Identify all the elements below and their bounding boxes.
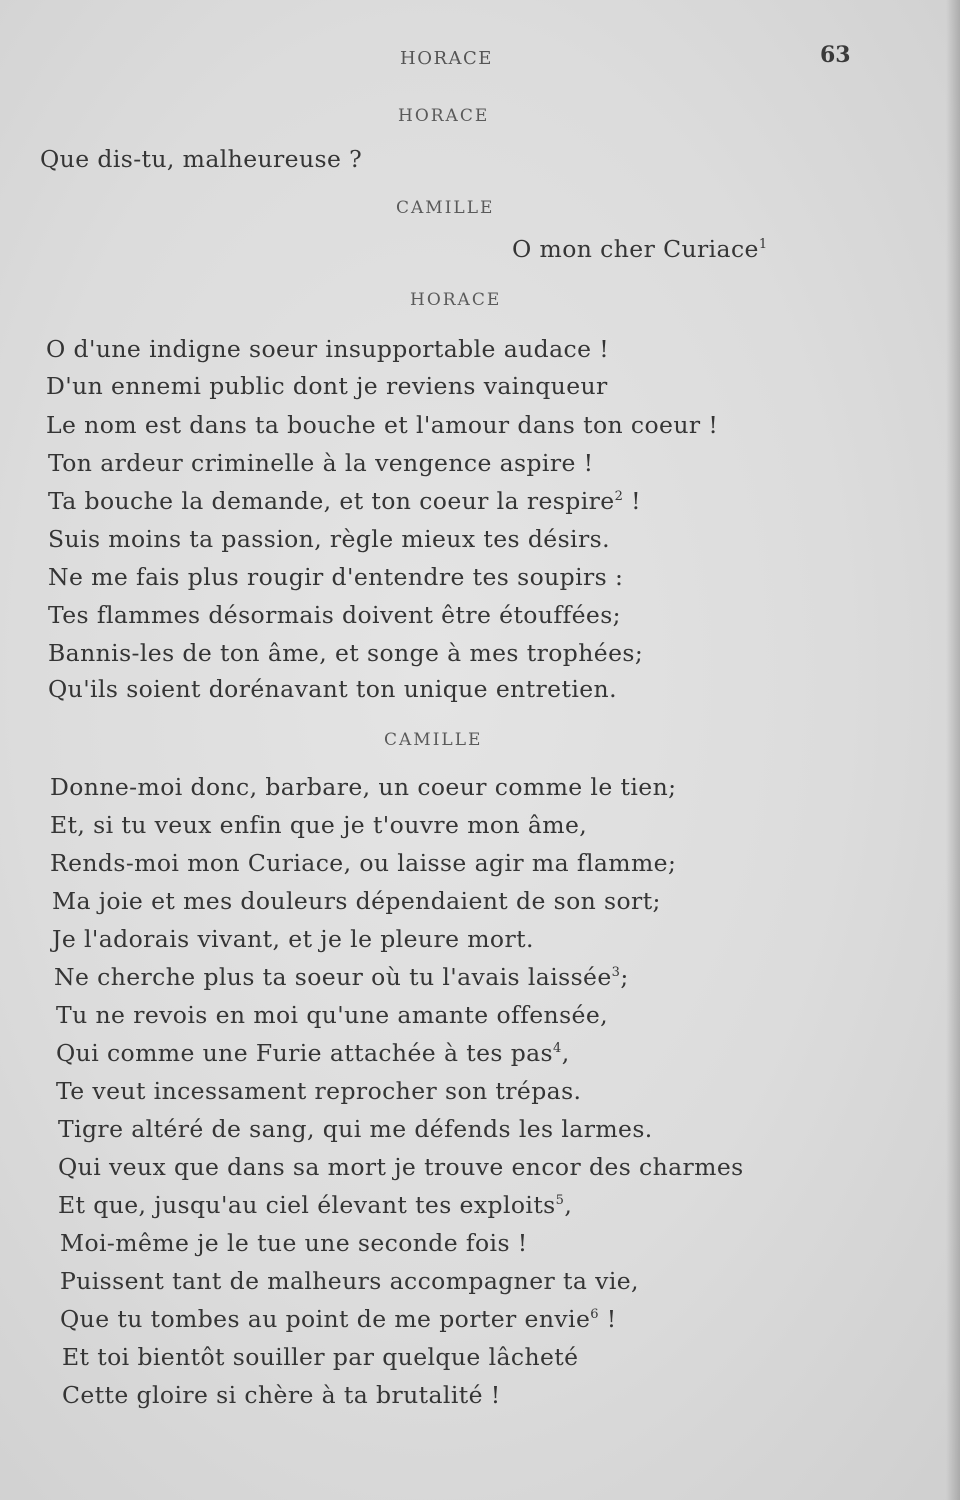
verse-punctuation: ! bbox=[623, 487, 641, 515]
verse-line: Moi-même je le tue une seconde fois ! bbox=[60, 1229, 528, 1257]
verse-line bbox=[56, 1039, 570, 1067]
verse-line: Et, si tu veux enfin que je t'ouvre mon âme, bbox=[50, 811, 588, 839]
verse-text: Ne cherche plus ta soeur où tu l'avais laissée bbox=[54, 963, 612, 991]
footnote-marker: 3 bbox=[611, 965, 621, 981]
verse-line: Je l'adorais vivant, et je le pleure mort. bbox=[52, 925, 534, 953]
verse-line: Que dis-tu, malheureuse ? bbox=[40, 145, 363, 173]
verse-text: Ta bouche la demande, et ton coeur la respire bbox=[48, 487, 615, 515]
footnote-marker: 1 bbox=[758, 237, 768, 253]
verse-line: Tigre altéré de sang, qui me défends les larmes. bbox=[58, 1115, 653, 1143]
verse-line: Donne-moi donc, barbare, un coeur comme le tien; bbox=[50, 773, 677, 801]
verse-punctuation: ! bbox=[598, 1305, 617, 1333]
verse-line: Qu'ils soient dorénavant ton unique entretien. bbox=[48, 675, 617, 703]
verse-line bbox=[54, 963, 629, 991]
verse-line: Ton ardeur criminelle à la vengence aspire ! bbox=[48, 449, 594, 477]
verse-line: Rends-moi mon Curiace, ou laisse agir ma flamme; bbox=[50, 849, 677, 877]
verse-line: Et toi bientôt souiller par quelque lâcheté bbox=[62, 1343, 579, 1371]
verse-text: Et que, jusqu'au ciel élevant tes exploits bbox=[58, 1191, 556, 1219]
verse-line: D'un ennemi public dont je reviens vainqueur bbox=[46, 372, 608, 400]
running-title: HORACE bbox=[400, 48, 493, 69]
verse-text: Que tu tombes au point de me porter envie bbox=[60, 1305, 591, 1333]
verse-punctuation: ; bbox=[620, 963, 629, 991]
verse-text: Qui comme une Furie attachée à tes pas bbox=[56, 1039, 554, 1067]
page-number: 63 bbox=[820, 42, 851, 68]
verse-line: Bannis-les de ton âme, et songe à mes trophées; bbox=[48, 639, 644, 667]
verse-punctuation: , bbox=[561, 1039, 570, 1067]
verse-line bbox=[512, 235, 768, 263]
verse-line: Qui veux que dans sa mort je trouve encor des charmes bbox=[58, 1153, 744, 1181]
footnote-marker: 6 bbox=[590, 1307, 599, 1323]
speaker-name: HORACE bbox=[410, 290, 502, 310]
verse-line: Ma joie et mes douleurs dépendaient de son sort; bbox=[52, 887, 661, 915]
verse-line bbox=[60, 1305, 617, 1333]
verse-line: Tu ne revois en moi qu'une amante offensée, bbox=[56, 1001, 609, 1029]
speaker-name: CAMILLE bbox=[396, 198, 495, 218]
verse-text: O mon cher Curiace bbox=[512, 235, 759, 263]
verse-line: Le nom est dans ta bouche et l'amour dans ton coeur ! bbox=[46, 411, 719, 439]
footnote-marker: 5 bbox=[555, 1193, 565, 1209]
speaker-name: HORACE bbox=[398, 106, 490, 126]
page-spine-shadow bbox=[946, 0, 960, 1500]
verse-line bbox=[58, 1191, 573, 1219]
verse-line: Puissent tant de malheurs accompagner ta vie, bbox=[60, 1267, 639, 1295]
verse-line: Cette gloire si chère à ta brutalité ! bbox=[62, 1381, 501, 1409]
verse-line: Tes flammes désormais doivent être étouffées; bbox=[48, 601, 621, 629]
verse-line: Ne me fais plus rougir d'entendre tes soupirs : bbox=[48, 563, 624, 591]
verse-line: Te veut incessament reprocher son trépas. bbox=[56, 1077, 582, 1105]
verse-line bbox=[48, 487, 641, 515]
footnote-marker: 2 bbox=[614, 489, 624, 505]
speaker-name: CAMILLE bbox=[384, 730, 483, 750]
verse-line: Suis moins ta passion, règle mieux tes désirs. bbox=[48, 525, 610, 553]
footnote-marker: 4 bbox=[553, 1041, 562, 1057]
verse-line: O d'une indigne soeur insupportable audace ! bbox=[46, 335, 610, 363]
verse-punctuation: , bbox=[564, 1191, 573, 1219]
